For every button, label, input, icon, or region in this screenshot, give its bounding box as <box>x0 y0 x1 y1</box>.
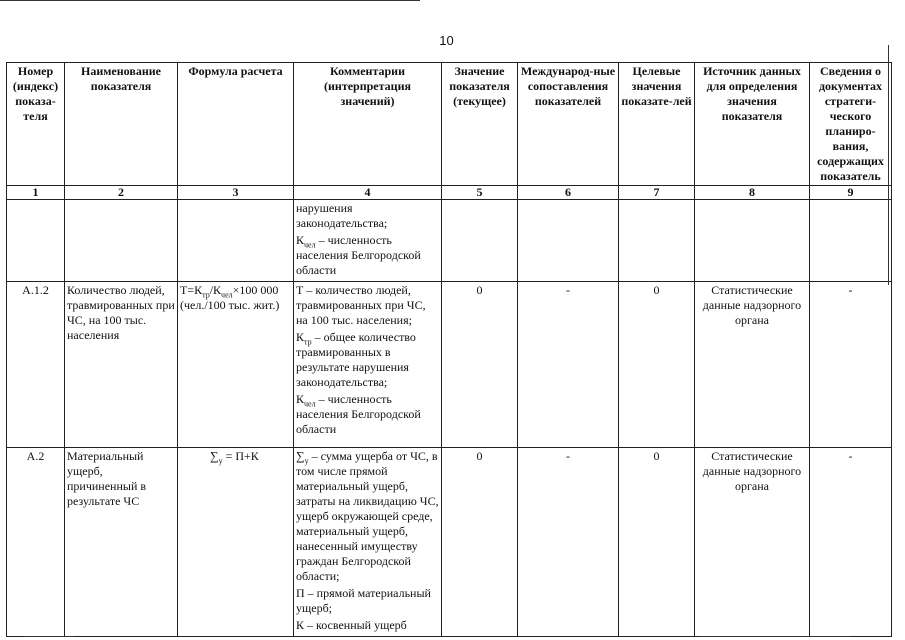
header-cell: Комментарии (интерпретация значений) <box>294 63 442 186</box>
table-body <box>7 200 892 637</box>
comment-line <box>296 392 439 437</box>
comment-line <box>296 283 439 328</box>
comment-line <box>296 201 439 231</box>
column-number: 1 <box>7 186 65 200</box>
target-value: 0 <box>619 282 695 448</box>
indicator-name <box>65 200 178 282</box>
comment-text: нарушения законодательства; <box>296 201 388 230</box>
comment-symbol: К <box>296 233 305 247</box>
comment-text: – общее количество травмированных в результате нарушения законодательства; <box>296 330 416 389</box>
column-number: 8 <box>695 186 810 200</box>
header-cell: Сведения о документах стратеги-ческого планиро-вания, содержащих показатель <box>810 63 892 186</box>
data-source: Статистические данные надзорного органа <box>695 282 810 448</box>
target-value: 0 <box>619 448 695 637</box>
indicator-index: А.1.2 <box>7 282 65 448</box>
indicators-table <box>6 62 892 637</box>
international-comparison <box>518 200 619 282</box>
header-cell: Формула расчета <box>178 63 294 186</box>
column-number: 7 <box>619 186 695 200</box>
comment-text: – численность населения Белгородской области <box>296 233 421 277</box>
column-number: 6 <box>518 186 619 200</box>
current-value <box>442 200 518 282</box>
international-comparison: - <box>518 282 619 448</box>
table-row <box>7 448 892 637</box>
column-number: 4 <box>294 186 442 200</box>
comment-subscript: чел <box>304 240 316 250</box>
comment-line <box>296 233 439 278</box>
indicator-name: Материальный ущерб, причиненный в результате ЧС <box>65 448 178 637</box>
column-number: 2 <box>65 186 178 200</box>
column-number-row <box>7 186 892 200</box>
page-number: 10 <box>439 33 454 48</box>
comment-subscript: тр <box>304 337 312 347</box>
current-value: 0 <box>442 282 518 448</box>
formula-subscript: тр <box>202 290 210 300</box>
current-value: 0 <box>442 448 518 637</box>
international-comparison: - <box>518 448 619 637</box>
formula-part: ∑ <box>210 449 219 463</box>
comment-line <box>296 330 439 390</box>
formula-part: ×100 000 (чел./100 тыс. жит.) <box>180 283 280 312</box>
column-number: 5 <box>442 186 518 200</box>
column-number: 3 <box>178 186 294 200</box>
edge-line <box>0 0 420 1</box>
comment-line <box>296 586 439 616</box>
header-cell: Значение показателя (текущее) <box>442 63 518 186</box>
comment-text: Т – количество людей, травмированных при ЧС, на 100 тыс. населения; <box>296 283 426 327</box>
formula-part: Т=К <box>180 283 203 297</box>
indicator-formula <box>178 448 294 637</box>
edge-line <box>700 636 850 637</box>
indicator-comments <box>294 282 442 448</box>
comment-text: К – косвенный ущерб <box>296 618 407 632</box>
data-source <box>695 200 810 282</box>
formula-part: /К <box>209 283 222 297</box>
comment-subscript: чел <box>304 399 316 409</box>
formula-subscript: у <box>218 456 223 466</box>
comment-text: – сумма ущерба от ЧС, в том числе прямой материальный ущерб, затраты на ликвидацию ЧС, ущерб окружающей среде, материальный ущерб, нанесенный имуществу граждан Белгородской области; <box>296 449 439 583</box>
indicator-index: А.2 <box>7 448 65 637</box>
comment-line <box>296 449 439 584</box>
indicator-name: Количество людей, травмированных при ЧС, на 100 тыс. населения <box>65 282 178 448</box>
indicator-formula <box>178 200 294 282</box>
data-source: Статистические данные надзорного органа <box>695 448 810 637</box>
table-row <box>7 282 892 448</box>
indicator-comments <box>294 448 442 637</box>
edge-line <box>24 636 74 637</box>
header-cell: Номер (индекс) показа-теля <box>7 63 65 186</box>
comment-symbol: К <box>296 330 305 344</box>
indicator-comments <box>294 200 442 282</box>
header-cell: Источник данных для определения значения показателя <box>695 63 810 186</box>
comment-text: П – прямой материальный ущерб; <box>296 586 431 615</box>
target-value <box>619 200 695 282</box>
strategic-documents: - <box>810 448 892 637</box>
comment-line <box>296 618 439 633</box>
header-cell: Целевые значения показате-лей <box>619 63 695 186</box>
indicator-index <box>7 200 65 282</box>
header-row <box>7 63 892 186</box>
indicator-formula <box>178 282 294 448</box>
comment-text: – численность населения Белгородской области <box>296 392 421 436</box>
table-row <box>7 200 892 282</box>
comment-symbol: ∑ <box>296 449 305 463</box>
strategic-documents <box>810 200 892 282</box>
header-cell: Наименование показателя <box>65 63 178 186</box>
formula-part: = П+К <box>222 449 259 463</box>
strategic-documents: - <box>810 282 892 448</box>
comment-symbol: К <box>296 392 305 406</box>
header-cell: Международ-ные сопоставления показателей <box>518 63 619 186</box>
column-number: 9 <box>810 186 892 200</box>
comment-subscript: у <box>304 456 309 466</box>
formula-subscript: чел <box>221 290 233 300</box>
edge-line <box>888 45 889 285</box>
